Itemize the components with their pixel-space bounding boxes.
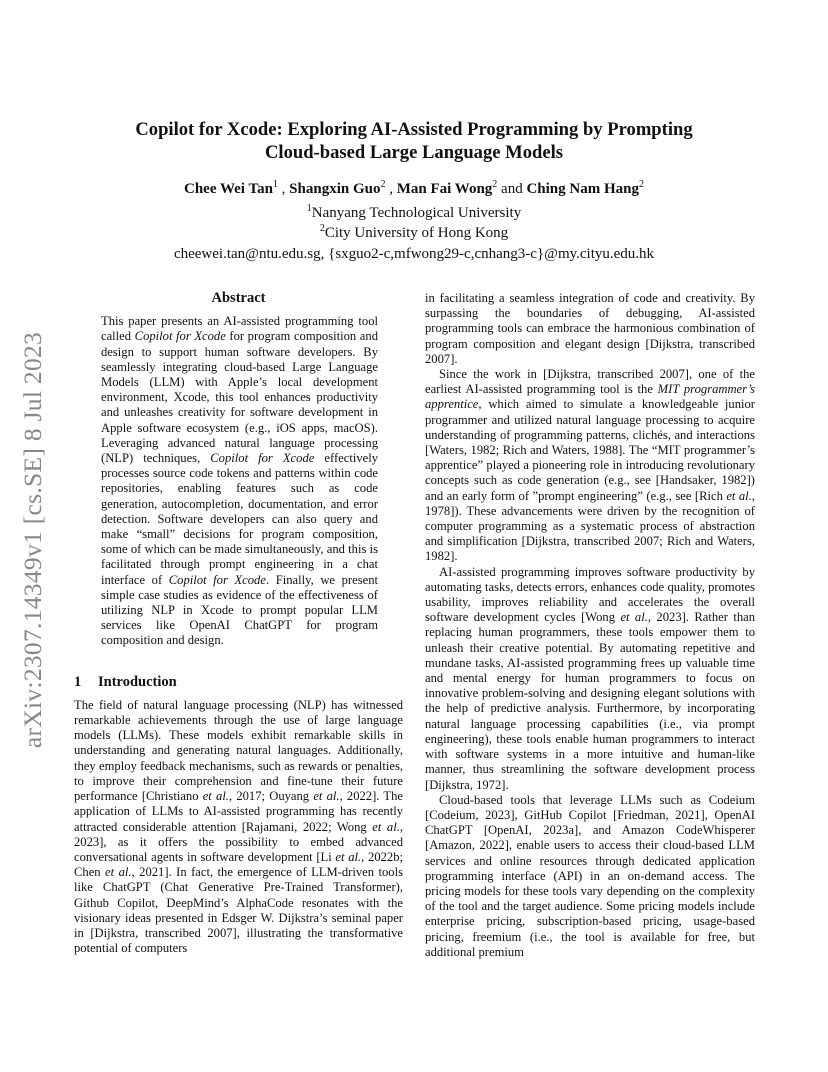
abstract-heading: Abstract bbox=[211, 290, 266, 306]
author-affil-mark: 2 bbox=[492, 179, 498, 190]
right-column bbox=[425, 291, 755, 960]
author-affil-mark: 2 bbox=[639, 179, 644, 190]
paragraph: in facilitating a seamless integration of code and creativity. By surpassing the boundaries of debugging, AI-assisted programming tools can embrace the harmonious combination of program composition and elegant design [Dijkstra, transcribed 2007]. bbox=[425, 291, 755, 366]
author-name: Chee Wei Tan bbox=[184, 181, 273, 197]
author-affil-mark: 2 bbox=[380, 179, 386, 190]
affiliation bbox=[80, 224, 748, 244]
author-and: and bbox=[497, 181, 527, 197]
section-title: Introduction bbox=[98, 673, 177, 690]
title-line-1: Copilot for Xcode: Exploring AI-Assisted Programming by Prompting bbox=[135, 119, 693, 140]
paper-title bbox=[80, 118, 748, 164]
affiliation bbox=[80, 204, 748, 224]
author-name: Ching Nam Hang bbox=[526, 181, 639, 197]
paragraph: Cloud-based tools that leverage LLMs such as Codeium [Codeium, 2023], GitHub Copilot [Friedman, 2021], OpenAI ChatGPT [OpenAI, 2023a], and Amazon CodeWhisperer [Amazon, 2022], enable users to access their cloud-based LLM services and online resources through dedicated application programming interface (API) in an on-demand access. The pricing models for these tools vary depending on the complexity of the tool and the target audience. Some pricing models include enterprise pricing, subscription-based pricing, usage-based pricing, freemium (i.e., the tool is available for free, but additional premium bbox=[425, 792, 755, 959]
intro-paragraph: The field of natural language processing (NLP) has witnessed remarkable achievements through the use of large language models (LLMs). These models exhibit remarkable skills in understanding and generating natural languages. Additionally, they employ feedback mechanisms, such as rewards or penalties, to improve their comprehension and fine-tune their future performance [Christiano et al., 2017; Ouyang et al., 2022]. The application of LLMs to AI-assisted programming has recently attracted considerable attention [Rajamani, 2022; Wong et al., 2023], as it offers the possibility to embed advanced conversational agents in software development [Li et al., 2022b; Chen et al., 2021]. In fact, the emergence of LLM-driven tools like ChatGPT (Chat Generative Pre-Trained Transformer), Github Copilot, DeepMind’s AlphaCode resonates with the visionary ideas presented in Edsger W. Dijkstra’s seminal paper in [Dijkstra, transcribed 2007], illustrating the transformative potential of computers bbox=[74, 697, 404, 956]
author-list bbox=[80, 179, 748, 199]
author-emails: cheewei.tan@ntu.edu.sg, {sxguo2-c,mfwong29-c,cnhang3-c}@my.cityu.edu.hk bbox=[173, 246, 655, 262]
left-column bbox=[74, 291, 403, 956]
author-name: Shangxin Guo bbox=[289, 181, 381, 197]
paragraph: AI-assisted programming improves software productivity by automating tasks, detects errors, enhances code quality, promotes usability, improves reliability and accelerates the overall software development cycles [Wong et al., 2023]. Rather than replacing human programmers, these tools empower them to unleash their creative potential. By automating repetitive and mundane tasks, AI-assisted programming frees up valuable time and mental energy for human programmers to focus on innovative problem-solving and designing elegant solutions with the help of predictive analysis. Furthermore, by incorporating natural language processing capabilities (i.e., via prompt engineering), these tools enable human programmers to interact with software systems in a more intuitive and human-like manner, thus streamlining the software development process [Dijkstra, 1972]. bbox=[425, 564, 755, 792]
affiliations bbox=[80, 204, 748, 243]
affiliation-name: Nanyang Technological University bbox=[311, 205, 522, 221]
section-number: 1 bbox=[74, 673, 82, 690]
abstract-body: This paper presents an AI-assisted programming tool called Copilot for Xcode for program composition and design to support human software developers. By seamlessly integrating cloud-based Large Language Models (LLM) with Apple’s local development environment, Xcode, this tool enhances productivity and unleashes creativity for software development in Apple software ecosystem (e.g., iOS apps, macOS). Leveraging advanced natural language processing (NLP) techniques, Copilot for Xcode effectively processes source code tokens and patterns within code repositories, enabling features such as code generation, autocompletion, documentation, and error detection. Software developers can also query and make “small” decisions for program composition, some of which can be made simultaneously, and this is facilitated through prompt engineering in a chat interface of Copilot for Xcode. Finally, we present simple case studies as evidence of the effectiveness of utilizing NLP in Xcode to prompt popular LLM services like OpenAI ChatGPT for program composition and design. bbox=[101, 314, 379, 648]
affiliation-name: City University of Hong Kong bbox=[324, 224, 509, 241]
author-separator: , bbox=[277, 181, 290, 197]
arxiv-id: arXiv:2307.14349v1 [cs.SE] 8 Jul 2023 bbox=[18, 331, 47, 749]
author-name: Man Fai Wong bbox=[396, 181, 493, 197]
author-affil-mark: 1 bbox=[272, 179, 278, 190]
affiliation-mark: 2 bbox=[319, 222, 325, 234]
arxiv-watermark bbox=[16, 310, 50, 770]
affiliation-mark: 1 bbox=[306, 203, 312, 214]
section-heading-introduction bbox=[74, 675, 403, 690]
author-separator: , bbox=[385, 181, 397, 197]
title-line-2: Cloud-based Large Language Models bbox=[264, 142, 564, 163]
paragraph: Since the work in [Dijkstra, transcribed 2007], one of the earliest AI-assisted programming tool is the MIT programmer’s apprentice, which aimed to simulate a knowledgeable junior programmer and utilized natural language processing to acquire understanding of programming patterns, clichés, and interactions [Waters, 1982; Rich and Waters, 1988]. The “MIT programmer’s apprentice” played a pioneering role in introducing revolutionary concepts such as code generation (e.g., see [Handsaker, 1982]) and an early form of ”prompt engineering” (e.g., see [Rich et al., 1978]). These advancements were driven by the recognition of computer programming as a systematic process of abstraction and simplification [Dijkstra, transcribed 2007; Rich and Waters, 1982]. bbox=[425, 367, 755, 564]
